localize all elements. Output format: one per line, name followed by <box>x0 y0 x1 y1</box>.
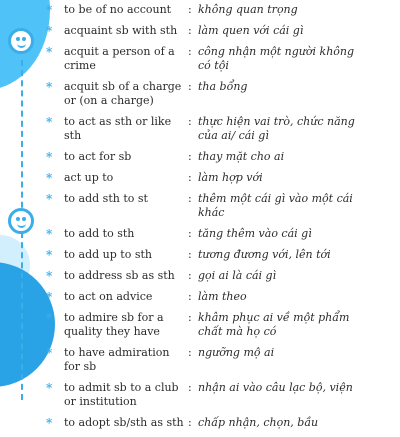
entry-separator: : <box>188 24 192 37</box>
smiley-icon <box>8 208 34 234</box>
entry-separator: : <box>188 269 192 282</box>
smiley-icon <box>8 28 34 54</box>
entry-meaning: nhận ai vào câu lạc bộ, viện <box>198 381 353 394</box>
entry-term: acquaint sb with sth <box>64 24 178 37</box>
bullet-icon: * <box>46 290 53 304</box>
entry-term: to add sth to st <box>64 192 148 205</box>
vocabulary-list <box>48 3 398 437</box>
bullet-icon: * <box>46 269 53 283</box>
bullet-icon: * <box>46 171 53 185</box>
bullet-icon: * <box>46 115 53 129</box>
list-item <box>48 3 398 17</box>
entry-separator: : <box>188 290 192 303</box>
entry-meaning: làm theo <box>198 290 247 303</box>
entry-meaning: thực hiện vai trò, chức năng của ai/ cái gì <box>198 115 355 142</box>
entry-term: to adopt sb/sth as sth <box>64 416 184 429</box>
entry-meaning: thay mặt cho ai <box>198 150 285 163</box>
entry-term: acquit a person of a crime <box>64 45 175 72</box>
entry-separator: : <box>188 171 192 184</box>
list-item <box>48 248 398 262</box>
list-item <box>48 150 398 164</box>
entry-term: to act for sb <box>64 150 132 163</box>
entry-term: to address sb as sth <box>64 269 175 282</box>
entry-term: to add up to sth <box>64 248 152 261</box>
entry-separator: : <box>188 381 192 394</box>
entry-meaning: không quan trọng <box>198 3 298 16</box>
entry-separator: : <box>188 150 192 163</box>
list-item <box>48 290 398 304</box>
entry-meaning: chấp nhận, chọn, bầu <box>198 416 319 429</box>
bullet-icon: * <box>46 381 53 395</box>
list-item <box>48 115 398 143</box>
bullet-icon: * <box>46 416 53 430</box>
entry-term: to have admiration for sb <box>64 346 170 373</box>
list-item <box>48 416 398 430</box>
list-item <box>48 311 398 339</box>
bullet-icon: * <box>46 248 53 262</box>
entry-separator: : <box>188 115 192 128</box>
bullet-icon: * <box>46 311 53 325</box>
entry-term: acquit sb of a charge or (on a charge) <box>64 80 182 107</box>
entry-separator: : <box>188 346 192 359</box>
entry-meaning: ngưỡng mộ ai <box>198 346 275 359</box>
entry-separator: : <box>188 227 192 240</box>
entry-meaning: khâm phục ai về một phẩm chất mà họ có <box>198 311 350 338</box>
entry-separator: : <box>188 416 192 429</box>
entry-meaning: tha bổng <box>198 80 248 93</box>
entry-separator: : <box>188 3 192 16</box>
entry-meaning: gọi ai là cái gì <box>198 269 277 282</box>
list-item <box>48 192 398 220</box>
entry-separator: : <box>188 311 192 324</box>
entry-meaning: làm hợp với <box>198 171 263 184</box>
entry-term: to admit sb to a club or institution <box>64 381 179 408</box>
entry-term: to act as sth or like sth <box>64 115 172 142</box>
list-item <box>48 171 398 185</box>
list-item <box>48 80 398 108</box>
entry-term: to add to sth <box>64 227 135 240</box>
bullet-icon: * <box>46 45 53 59</box>
entry-term: to admire sb for a quality they have <box>64 311 164 338</box>
entry-separator: : <box>188 45 192 58</box>
list-item <box>48 269 398 283</box>
bullet-icon: * <box>46 3 53 17</box>
entry-meaning: tương đương với, lên tới <box>198 248 331 261</box>
bullet-icon: * <box>46 80 53 94</box>
entry-meaning: thêm một cái gì vào một cái khác <box>198 192 353 219</box>
entry-separator: : <box>188 80 192 93</box>
list-item <box>48 381 398 409</box>
entry-meaning: tăng thêm vào cái gì <box>198 227 312 240</box>
entry-separator: : <box>188 248 192 261</box>
entry-separator: : <box>188 192 192 205</box>
list-item <box>48 346 398 374</box>
entry-meaning: làm quen với cái gì <box>198 24 304 37</box>
entry-term: to act on advice <box>64 290 153 303</box>
bullet-icon: * <box>46 150 53 164</box>
list-item <box>48 24 398 38</box>
list-item <box>48 227 398 241</box>
bullet-icon: * <box>46 24 53 38</box>
bullet-icon: * <box>46 346 53 360</box>
entry-term: act up to <box>64 171 114 184</box>
list-item <box>48 45 398 73</box>
entry-meaning: công nhận một người không có tội <box>198 45 355 72</box>
bullet-icon: * <box>46 192 53 206</box>
bullet-icon: * <box>46 227 53 241</box>
entry-term: to be of no account <box>64 3 172 16</box>
